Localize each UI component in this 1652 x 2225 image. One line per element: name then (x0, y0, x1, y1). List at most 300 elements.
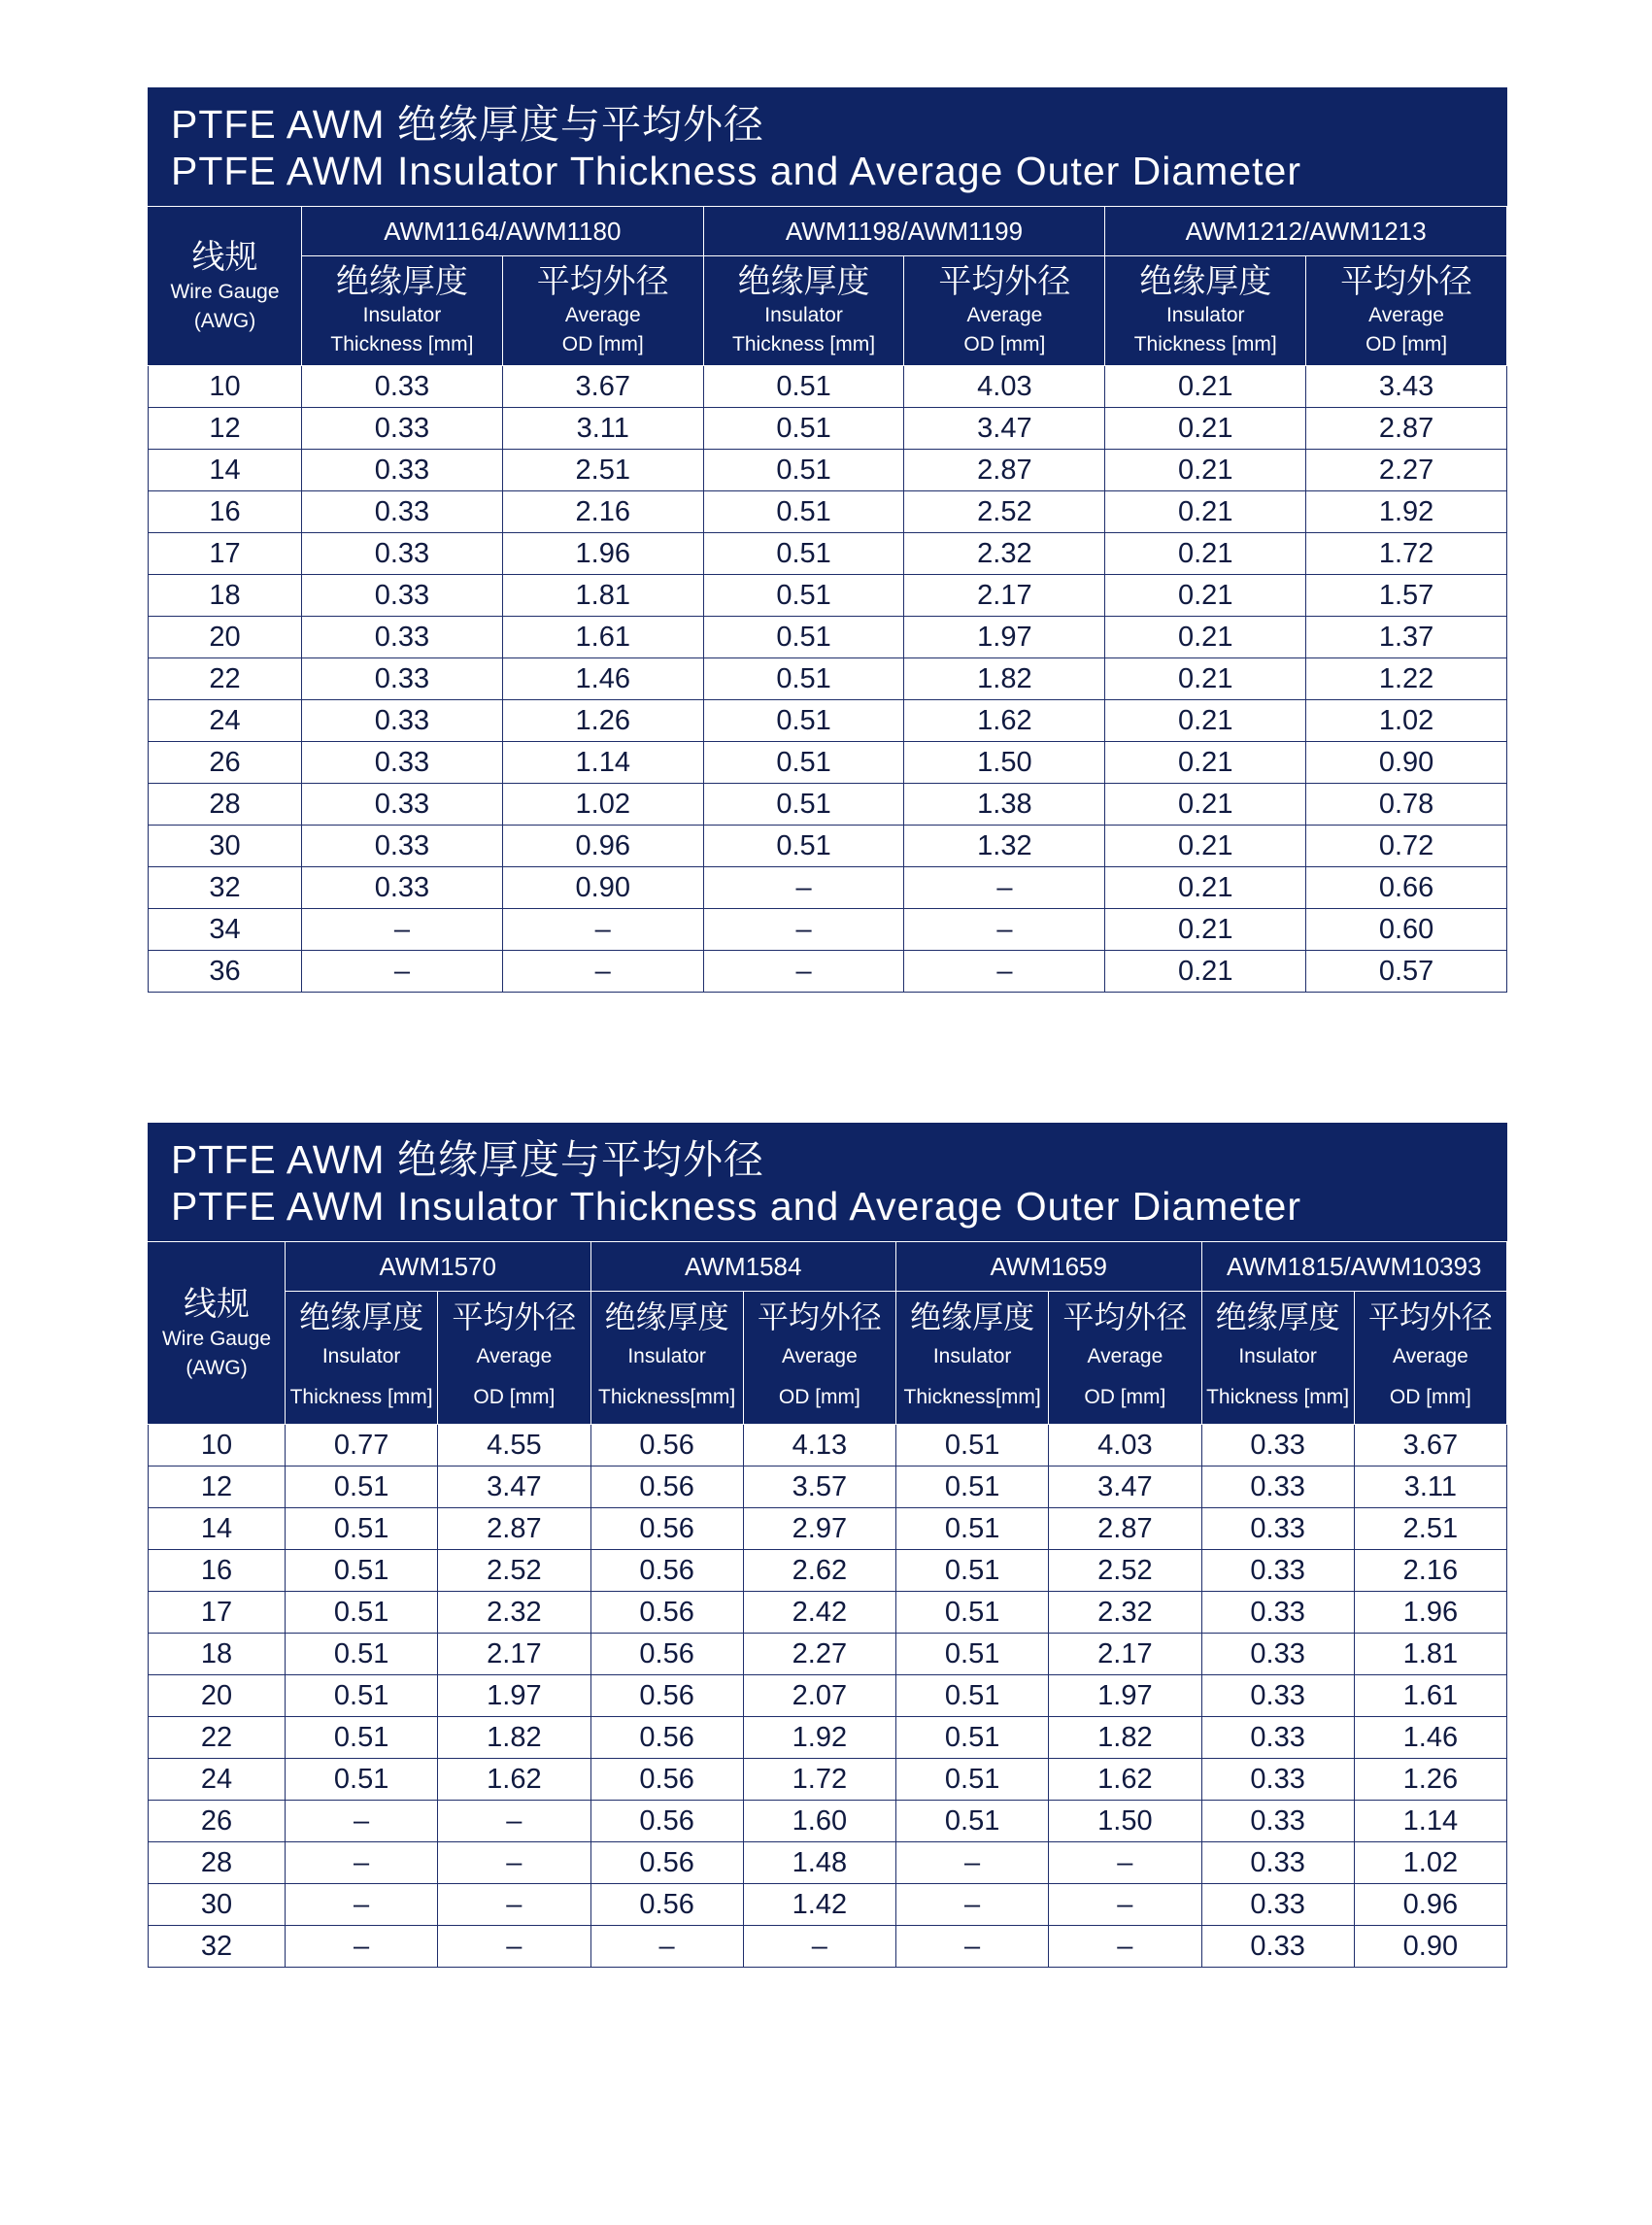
value-cell: 0.96 (1354, 1884, 1506, 1926)
table-row (149, 867, 1507, 909)
group-header: AWM1659 (896, 1242, 1202, 1292)
value-cell: 0.51 (703, 658, 904, 700)
value-cell: 0.33 (1201, 1508, 1354, 1550)
group-header: AWM1198/AWM1199 (703, 207, 1105, 256)
table-row (149, 450, 1507, 491)
value-cell: 0.21 (1105, 784, 1306, 826)
value-cell: 0.51 (286, 1675, 438, 1717)
value-cell: 1.50 (1049, 1801, 1201, 1842)
value-cell: – (438, 1842, 590, 1884)
sub-header-unit: OD [mm] (778, 1386, 860, 1408)
value-cell: 1.26 (502, 700, 703, 742)
value-cell: 3.67 (1354, 1425, 1506, 1466)
value-cell: 3.47 (438, 1466, 590, 1508)
gauge-cell: 14 (149, 1508, 286, 1550)
gauge-header (149, 207, 302, 366)
table-row (149, 1675, 1507, 1717)
value-cell: 0.51 (703, 408, 904, 450)
gauge-cell: 20 (149, 617, 302, 658)
value-cell: 0.51 (703, 533, 904, 575)
value-cell: 2.52 (1049, 1550, 1201, 1592)
value-cell: 0.51 (896, 1801, 1049, 1842)
value-cell: – (904, 951, 1105, 993)
value-cell: 0.56 (590, 1466, 743, 1508)
gauge-cell: 20 (149, 1675, 286, 1717)
value-cell: 0.51 (286, 1466, 438, 1508)
table-row (149, 1634, 1507, 1675)
value-cell: 0.51 (896, 1550, 1049, 1592)
value-cell: 0.21 (1105, 700, 1306, 742)
gauge-cell: 12 (149, 408, 302, 450)
value-cell: – (590, 1926, 743, 1968)
value-cell: 0.33 (1201, 1550, 1354, 1592)
value-cell: 4.55 (438, 1425, 590, 1466)
value-cell: 0.33 (1201, 1801, 1354, 1842)
gauge-cell: 28 (149, 1842, 286, 1884)
value-cell: 2.62 (743, 1550, 895, 1592)
value-cell: 0.21 (1105, 826, 1306, 867)
value-cell: – (286, 1842, 438, 1884)
value-cell: 2.97 (743, 1508, 895, 1550)
sub-header-unit: OD [mm] (561, 333, 644, 355)
value-cell: 1.82 (438, 1717, 590, 1759)
gauge-cell: 22 (149, 658, 302, 700)
gauge-cell: 24 (149, 700, 302, 742)
value-cell: – (896, 1884, 1049, 1926)
value-cell: 0.56 (590, 1842, 743, 1884)
value-cell: – (703, 951, 904, 993)
sub-header (502, 256, 703, 366)
value-cell: 0.77 (286, 1425, 438, 1466)
sub-header (286, 1292, 438, 1425)
gauge-cell: 14 (149, 450, 302, 491)
sub-header-unit: Thickness [mm] (1206, 1386, 1350, 1408)
table-2-title-cn: PTFE AWM 绝缘厚度与平均外径 (171, 1137, 764, 1182)
value-cell: 1.46 (1354, 1717, 1506, 1759)
group-header: AWM1570 (286, 1242, 591, 1292)
value-cell: 0.21 (1105, 909, 1306, 951)
value-cell: 0.51 (286, 1759, 438, 1801)
value-cell: 0.51 (896, 1717, 1049, 1759)
value-cell: 3.47 (1049, 1466, 1201, 1508)
value-cell: 1.62 (1049, 1759, 1201, 1801)
value-cell: 0.33 (302, 617, 503, 658)
value-cell: 4.03 (1049, 1425, 1201, 1466)
group-header: AWM1584 (590, 1242, 896, 1292)
value-cell: 1.82 (904, 658, 1105, 700)
value-cell: 0.51 (896, 1592, 1049, 1634)
sub-header-cn: 绝缘厚度 (335, 263, 468, 300)
value-cell: 0.51 (896, 1675, 1049, 1717)
sub-header-en: Insulator (1165, 304, 1245, 326)
value-cell: 1.62 (904, 700, 1105, 742)
value-cell: – (502, 951, 703, 993)
value-cell: 1.02 (1354, 1842, 1506, 1884)
value-cell: 4.03 (904, 366, 1105, 408)
value-cell: 1.72 (1306, 533, 1507, 575)
table-row (149, 1842, 1507, 1884)
value-cell: 0.21 (1105, 491, 1306, 533)
value-cell: – (743, 1926, 895, 1968)
value-cell: 3.67 (502, 366, 703, 408)
gauge-header-cn: 线规 (191, 238, 258, 276)
value-cell: – (502, 909, 703, 951)
value-cell: – (286, 1926, 438, 1968)
value-cell: – (703, 867, 904, 909)
value-cell: – (904, 867, 1105, 909)
gauge-cell: 12 (149, 1466, 286, 1508)
value-cell: 0.33 (302, 533, 503, 575)
value-cell: 0.33 (302, 742, 503, 784)
value-cell: 0.51 (896, 1466, 1049, 1508)
value-cell: 2.87 (1306, 408, 1507, 450)
table-row (149, 658, 1507, 700)
sub-header-cn: 平均外径 (1062, 1299, 1188, 1334)
gauge-cell: 26 (149, 742, 302, 784)
table-2-grid (148, 1241, 1507, 1968)
value-cell: 0.21 (1105, 575, 1306, 617)
value-cell: 1.22 (1306, 658, 1507, 700)
gauge-cell: 26 (149, 1801, 286, 1842)
value-cell: 1.97 (904, 617, 1105, 658)
value-cell: 0.33 (1201, 1592, 1354, 1634)
table-row (149, 909, 1507, 951)
value-cell: 0.33 (1201, 1466, 1354, 1508)
sub-header-unit: OD [mm] (1389, 1386, 1471, 1408)
value-cell: 0.33 (302, 575, 503, 617)
table-row (149, 533, 1507, 575)
value-cell: 2.32 (1049, 1592, 1201, 1634)
value-cell: 0.90 (502, 867, 703, 909)
sub-header (1306, 256, 1507, 366)
sub-header-en: Insulator (764, 304, 843, 326)
value-cell: – (438, 1926, 590, 1968)
table-row (149, 951, 1507, 993)
table-row (149, 366, 1507, 408)
value-cell: 1.42 (743, 1884, 895, 1926)
value-cell: 3.11 (1354, 1466, 1506, 1508)
value-cell: 0.21 (1105, 867, 1306, 909)
value-cell: 0.51 (703, 575, 904, 617)
value-cell: 0.51 (703, 366, 904, 408)
gauge-cell: 10 (149, 366, 302, 408)
value-cell: 0.51 (703, 742, 904, 784)
value-cell: 0.56 (590, 1592, 743, 1634)
table-1-title-cn: PTFE AWM 绝缘厚度与平均外径 (171, 102, 764, 147)
sub-header-cn: 平均外径 (536, 263, 669, 300)
group-header: AWM1212/AWM1213 (1105, 207, 1507, 256)
sub-header-unit: Thickness[mm] (598, 1386, 736, 1408)
gauge-cell: 18 (149, 575, 302, 617)
value-cell: 1.92 (1306, 491, 1507, 533)
value-cell: 1.50 (904, 742, 1105, 784)
sub-header-cn: 绝缘厚度 (604, 1299, 729, 1334)
value-cell: 2.87 (904, 450, 1105, 491)
table-row (149, 575, 1507, 617)
sub-header-unit: Thickness [mm] (1133, 333, 1277, 355)
value-cell: 2.52 (438, 1550, 590, 1592)
value-cell: 0.51 (703, 700, 904, 742)
sub-header-en: Insulator (932, 1345, 1012, 1367)
sub-header-cn: 平均外径 (938, 263, 1071, 300)
table-row (149, 1466, 1507, 1508)
value-cell: 0.21 (1105, 366, 1306, 408)
group-header: AWM1815/AWM10393 (1201, 1242, 1507, 1292)
gauge-header-unit: (AWG) (193, 309, 256, 332)
sub-header-unit: Thickness[mm] (903, 1386, 1041, 1408)
gauge-header-en: Wire Gauge (170, 280, 280, 303)
value-cell: 2.51 (502, 450, 703, 491)
sub-header-unit: Thickness [mm] (732, 333, 876, 355)
gauge-cell: 36 (149, 951, 302, 993)
value-cell: 2.27 (743, 1634, 895, 1675)
sub-header-unit: OD [mm] (1365, 333, 1448, 355)
value-cell: 1.96 (1354, 1592, 1506, 1634)
sub-header (1049, 1292, 1201, 1425)
gauge-cell: 18 (149, 1634, 286, 1675)
table-1-grid (148, 206, 1507, 993)
value-cell: 0.72 (1306, 826, 1507, 867)
table-row (149, 784, 1507, 826)
value-cell: 0.56 (590, 1759, 743, 1801)
value-cell: – (286, 1801, 438, 1842)
value-cell: – (438, 1801, 590, 1842)
sub-header-en: Insulator (627, 1345, 706, 1367)
gauge-cell: 10 (149, 1425, 286, 1466)
value-cell: – (1049, 1884, 1201, 1926)
value-cell: 1.96 (502, 533, 703, 575)
insulation-table-1 (148, 87, 1507, 993)
sub-header (904, 256, 1105, 366)
value-cell: 1.92 (743, 1717, 895, 1759)
table-2-title-en: PTFE AWM Insulator Thickness and Average Outer Diameter (171, 1184, 1301, 1229)
value-cell: 0.51 (896, 1508, 1049, 1550)
value-cell: – (904, 909, 1105, 951)
value-cell: – (1049, 1926, 1201, 1968)
value-cell: 1.60 (743, 1801, 895, 1842)
value-cell: 0.60 (1306, 909, 1507, 951)
value-cell: 0.33 (302, 408, 503, 450)
value-cell: 0.57 (1306, 951, 1507, 993)
sub-header (1105, 256, 1306, 366)
value-cell: 0.33 (302, 700, 503, 742)
sub-header-unit: OD [mm] (963, 333, 1046, 355)
value-cell: 0.78 (1306, 784, 1507, 826)
value-cell: 0.33 (1201, 1759, 1354, 1801)
value-cell: – (302, 951, 503, 993)
value-cell: 1.37 (1306, 617, 1507, 658)
sub-header-unit: OD [mm] (1084, 1386, 1166, 1408)
value-cell: 1.81 (502, 575, 703, 617)
value-cell: 0.90 (1354, 1926, 1506, 1968)
value-cell: 2.17 (438, 1634, 590, 1675)
gauge-cell: 17 (149, 1592, 286, 1634)
value-cell: 2.32 (438, 1592, 590, 1634)
table-2-title (148, 1123, 1507, 1241)
value-cell: 2.16 (1354, 1550, 1506, 1592)
gauge-cell: 28 (149, 784, 302, 826)
table-row (149, 1425, 1507, 1466)
table-row (149, 1592, 1507, 1634)
value-cell: 0.51 (703, 450, 904, 491)
value-cell: 0.51 (286, 1592, 438, 1634)
value-cell: 1.72 (743, 1759, 895, 1801)
value-cell: – (896, 1842, 1049, 1884)
table-row (149, 1926, 1507, 1968)
table-row (149, 1550, 1507, 1592)
value-cell: 0.33 (1201, 1675, 1354, 1717)
value-cell: 1.14 (502, 742, 703, 784)
value-cell: 0.33 (302, 784, 503, 826)
value-cell: 2.27 (1306, 450, 1507, 491)
value-cell: 0.51 (703, 784, 904, 826)
value-cell: 0.33 (302, 366, 503, 408)
value-cell: 3.57 (743, 1466, 895, 1508)
table-row (149, 1759, 1507, 1801)
value-cell: 0.56 (590, 1801, 743, 1842)
group-header: AWM1164/AWM1180 (302, 207, 704, 256)
value-cell: 1.02 (1306, 700, 1507, 742)
sub-header-cn: 绝缘厚度 (1139, 263, 1272, 300)
value-cell: 0.21 (1105, 450, 1306, 491)
value-cell: 1.61 (502, 617, 703, 658)
value-cell: 0.51 (703, 491, 904, 533)
value-cell: 0.56 (590, 1675, 743, 1717)
table-row (149, 826, 1507, 867)
value-cell: 0.51 (896, 1634, 1049, 1675)
value-cell: 2.51 (1354, 1508, 1506, 1550)
gauge-header-unit: (AWG) (185, 1356, 248, 1379)
value-cell: 0.51 (703, 617, 904, 658)
value-cell: 0.33 (1201, 1425, 1354, 1466)
value-cell: 1.38 (904, 784, 1105, 826)
value-cell: 0.56 (590, 1508, 743, 1550)
value-cell: – (286, 1884, 438, 1926)
value-cell: 4.13 (743, 1425, 895, 1466)
value-cell: 3.43 (1306, 366, 1507, 408)
value-cell: 1.02 (502, 784, 703, 826)
value-cell: 0.33 (302, 491, 503, 533)
gauge-cell: 16 (149, 491, 302, 533)
sub-header (438, 1292, 590, 1425)
value-cell: 1.32 (904, 826, 1105, 867)
sub-header-cn: 绝缘厚度 (737, 263, 870, 300)
value-cell: 1.26 (1354, 1759, 1506, 1801)
sub-header-en: Average (1392, 1345, 1468, 1367)
sub-header-cn: 绝缘厚度 (299, 1299, 424, 1334)
value-cell: 0.56 (590, 1717, 743, 1759)
sub-header-cn: 平均外径 (1367, 1299, 1493, 1334)
value-cell: 0.33 (1201, 1884, 1354, 1926)
gauge-cell: 24 (149, 1759, 286, 1801)
sub-header-en: Average (781, 1345, 858, 1367)
value-cell: 0.33 (302, 658, 503, 700)
value-cell: 2.07 (743, 1675, 895, 1717)
sub-header (590, 1292, 743, 1425)
value-cell: 0.21 (1105, 617, 1306, 658)
sub-header (896, 1292, 1049, 1425)
value-cell: 2.42 (743, 1592, 895, 1634)
sub-header-en: Average (1368, 304, 1444, 326)
sub-header-cn: 平均外径 (1340, 263, 1473, 300)
value-cell: 0.21 (1105, 408, 1306, 450)
value-cell: – (438, 1884, 590, 1926)
value-cell: 1.48 (743, 1842, 895, 1884)
gauge-header-en: Wire Gauge (161, 1327, 272, 1350)
value-cell: 0.51 (286, 1550, 438, 1592)
sub-header (302, 256, 503, 366)
sub-header (1354, 1292, 1506, 1425)
sub-header (1201, 1292, 1354, 1425)
value-cell: 0.33 (302, 826, 503, 867)
value-cell: 3.47 (904, 408, 1105, 450)
value-cell: 0.56 (590, 1550, 743, 1592)
value-cell: 0.66 (1306, 867, 1507, 909)
value-cell: 0.33 (1201, 1842, 1354, 1884)
table-row (149, 700, 1507, 742)
sub-header-cn: 绝缘厚度 (1215, 1299, 1340, 1334)
sub-header-en: Average (476, 1345, 553, 1367)
value-cell: – (703, 909, 904, 951)
value-cell: 0.56 (590, 1884, 743, 1926)
value-cell: 0.33 (1201, 1634, 1354, 1675)
sub-header-cn: 平均外径 (757, 1299, 882, 1334)
value-cell: 1.82 (1049, 1717, 1201, 1759)
table-row (149, 742, 1507, 784)
value-cell: 0.51 (286, 1634, 438, 1675)
value-cell: 2.17 (904, 575, 1105, 617)
gauge-header (149, 1242, 286, 1425)
value-cell: 0.56 (590, 1634, 743, 1675)
value-cell: – (1049, 1842, 1201, 1884)
value-cell: 0.51 (896, 1425, 1049, 1466)
sub-header-unit: Thickness [mm] (289, 1386, 433, 1408)
value-cell: 1.46 (502, 658, 703, 700)
value-cell: 0.21 (1105, 533, 1306, 575)
value-cell: – (302, 909, 503, 951)
table-row (149, 408, 1507, 450)
sub-header-cn: 绝缘厚度 (910, 1299, 1035, 1334)
sub-header-en: Insulator (1238, 1345, 1317, 1367)
sub-header-unit: OD [mm] (473, 1386, 556, 1408)
value-cell: 2.87 (1049, 1508, 1201, 1550)
sub-header-en: Insulator (362, 304, 442, 326)
value-cell: 0.56 (590, 1425, 743, 1466)
gauge-header-cn: 线规 (184, 1285, 250, 1323)
sub-header-en: Average (564, 304, 641, 326)
gauge-cell: 22 (149, 1717, 286, 1759)
table-1-title (148, 87, 1507, 206)
value-cell: 2.87 (438, 1508, 590, 1550)
value-cell: 0.90 (1306, 742, 1507, 784)
gauge-cell: 32 (149, 867, 302, 909)
value-cell: 2.52 (904, 491, 1105, 533)
table-row (149, 1717, 1507, 1759)
gauge-cell: 34 (149, 909, 302, 951)
value-cell: 2.16 (502, 491, 703, 533)
value-cell: 0.33 (1201, 1926, 1354, 1968)
value-cell: 0.33 (1201, 1717, 1354, 1759)
value-cell: 0.51 (896, 1759, 1049, 1801)
table-row (149, 1884, 1507, 1926)
table-1-title-en: PTFE AWM Insulator Thickness and Average Outer Diameter (171, 149, 1301, 193)
value-cell: 1.57 (1306, 575, 1507, 617)
value-cell: 0.51 (286, 1717, 438, 1759)
value-cell: 0.33 (302, 450, 503, 491)
table-row (149, 1801, 1507, 1842)
table-row (149, 617, 1507, 658)
value-cell: 0.96 (502, 826, 703, 867)
